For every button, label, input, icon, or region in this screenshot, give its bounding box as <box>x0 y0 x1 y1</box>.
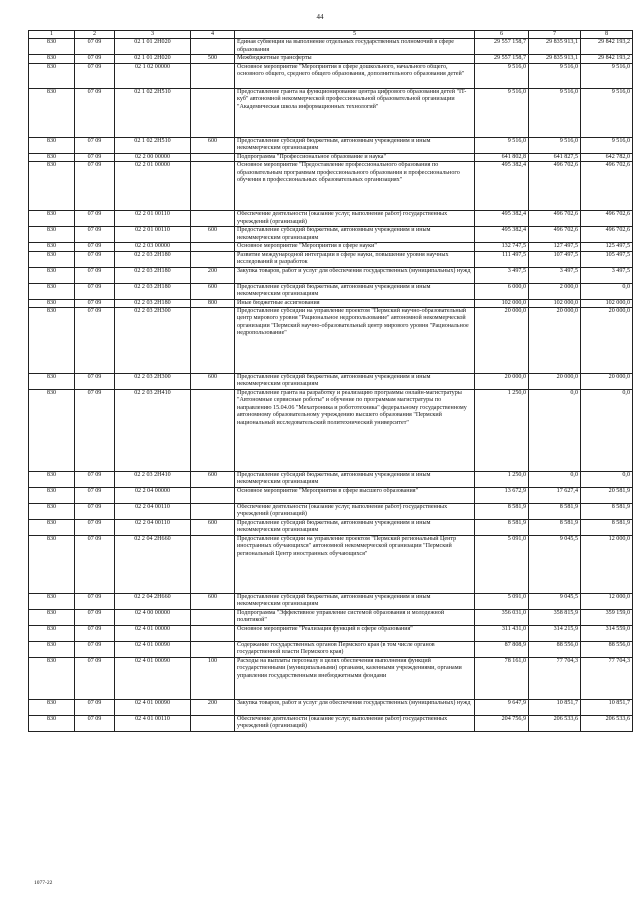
cell-section: 07 09 <box>75 39 115 55</box>
cell-amount-year-1: 3 497,5 <box>475 267 529 283</box>
cell-expense-type <box>191 251 235 267</box>
table-row <box>29 626 633 642</box>
cell-amount-year-3: 314 559,0 <box>581 626 633 642</box>
cell-amount-year-1: 641 802,8 <box>475 153 529 161</box>
cell-amount-year-3: 9 516,0 <box>581 88 633 137</box>
cell-amount-year-1: 1 250,0 <box>475 390 529 472</box>
cell-target-article: 02 2 03 2Н180 <box>115 251 191 267</box>
cell-amount-year-2: 206 533,6 <box>529 716 581 732</box>
cell-amount-year-1: 5 091,0 <box>475 536 529 594</box>
table-row <box>29 308 633 374</box>
cell-section: 07 09 <box>75 55 115 63</box>
cell-expense-type <box>191 308 235 374</box>
cell-section: 07 09 <box>75 243 115 251</box>
cell-target-article: 02 2 03 2Н410 <box>115 472 191 488</box>
table-row <box>29 472 633 488</box>
cell-description: Предоставление гранта на функционирование центра цифрового образования детей "IT-куб" автономной некоммерческой профессиональной образовательной организации "Академическая школа информационных технологий" <box>235 88 475 137</box>
cell-target-article: 02 2 01 00110 <box>115 211 191 227</box>
column-header: 4 <box>191 31 235 39</box>
cell-target-article: 02 2 03 00000 <box>115 243 191 251</box>
cell-amount-year-2: 20 000,0 <box>529 308 581 374</box>
cell-amount-year-3: 496 702,6 <box>581 162 633 211</box>
cell-amount-year-2: 9 045,5 <box>529 536 581 594</box>
cell-expense-type: 600 <box>191 137 235 153</box>
cell-amount-year-2: 107 497,5 <box>529 251 581 267</box>
cell-amount-year-3: 12 000,0 <box>581 594 633 610</box>
cell-code: 830 <box>29 700 75 716</box>
cell-amount-year-2: 20 000,0 <box>529 374 581 390</box>
cell-target-article: 02 2 01 00110 <box>115 227 191 243</box>
cell-section: 07 09 <box>75 610 115 626</box>
cell-amount-year-1: 204 756,9 <box>475 716 529 732</box>
cell-description: Иные бюджетные ассигнования <box>235 299 475 307</box>
cell-description: Закупка товаров, работ и услуг для обеспечения государственных (муниципальных) нужд <box>235 267 475 283</box>
cell-section: 07 09 <box>75 211 115 227</box>
cell-amount-year-1: 311 431,0 <box>475 626 529 642</box>
page-number: 44 <box>316 13 324 21</box>
cell-amount-year-2: 496 702,6 <box>529 211 581 227</box>
cell-amount-year-2: 9 516,0 <box>529 137 581 153</box>
cell-amount-year-3: 9 516,0 <box>581 63 633 88</box>
cell-code: 830 <box>29 63 75 88</box>
cell-code: 830 <box>29 39 75 55</box>
cell-amount-year-3: 496 702,6 <box>581 227 633 243</box>
cell-target-article: 02 4 01 00110 <box>115 716 191 732</box>
table-body <box>29 39 633 732</box>
cell-amount-year-3: 8 581,9 <box>581 504 633 520</box>
cell-code: 830 <box>29 472 75 488</box>
cell-amount-year-1: 9 516,0 <box>475 63 529 88</box>
cell-amount-year-2: 29 835 913,1 <box>529 39 581 55</box>
cell-target-article: 02 2 01 00000 <box>115 162 191 211</box>
cell-code: 830 <box>29 227 75 243</box>
cell-amount-year-1: 6 000,0 <box>475 283 529 299</box>
cell-amount-year-2: 102 000,0 <box>529 299 581 307</box>
cell-amount-year-3: 77 704,3 <box>581 658 633 700</box>
cell-target-article: 02 4 01 00000 <box>115 626 191 642</box>
cell-amount-year-3: 206 533,6 <box>581 716 633 732</box>
cell-code: 830 <box>29 153 75 161</box>
cell-amount-year-3: 359 159,0 <box>581 610 633 626</box>
cell-target-article: 02 2 03 2Н180 <box>115 283 191 299</box>
column-header: 2 <box>75 31 115 39</box>
cell-section: 07 09 <box>75 374 115 390</box>
table-row <box>29 283 633 299</box>
budget-table <box>28 30 633 732</box>
cell-description: Основное мероприятие "Мероприятия в сфере науки" <box>235 243 475 251</box>
cell-amount-year-3: 125 497,5 <box>581 243 633 251</box>
cell-section: 07 09 <box>75 642 115 658</box>
cell-amount-year-1: 20 000,0 <box>475 308 529 374</box>
cell-section: 07 09 <box>75 390 115 472</box>
cell-section: 07 09 <box>75 658 115 700</box>
cell-amount-year-3: 496 702,6 <box>581 211 633 227</box>
table-row <box>29 610 633 626</box>
cell-code: 830 <box>29 283 75 299</box>
cell-expense-type <box>191 211 235 227</box>
cell-target-article: 02 2 04 2Н660 <box>115 594 191 610</box>
cell-description: Основное мероприятие "Реализация функций в сфере образования" <box>235 626 475 642</box>
cell-description: Закупка товаров, работ и услуг для обеспечения государственных (муниципальных) нужд <box>235 700 475 716</box>
cell-target-article: 02 1 01 2Н020 <box>115 55 191 63</box>
cell-section: 07 09 <box>75 488 115 504</box>
cell-target-article: 02 2 03 2Н300 <box>115 374 191 390</box>
cell-description: Предоставление субсидий бюджетным, автономным учреждениям и иным некоммерческим организациям <box>235 137 475 153</box>
cell-section: 07 09 <box>75 267 115 283</box>
cell-amount-year-2: 9 045,5 <box>529 594 581 610</box>
cell-expense-type <box>191 504 235 520</box>
cell-amount-year-1: 111 497,5 <box>475 251 529 267</box>
cell-section: 07 09 <box>75 162 115 211</box>
cell-expense-type: 600 <box>191 472 235 488</box>
column-header: 8 <box>581 31 633 39</box>
cell-target-article: 02 2 03 2Н180 <box>115 299 191 307</box>
table-row <box>29 504 633 520</box>
cell-amount-year-3: 20 000,0 <box>581 374 633 390</box>
cell-amount-year-1: 29 557 158,7 <box>475 39 529 55</box>
cell-amount-year-2: 17 627,4 <box>529 488 581 504</box>
cell-target-article: 02 2 03 2Н300 <box>115 308 191 374</box>
cell-expense-type <box>191 536 235 594</box>
cell-section: 07 09 <box>75 626 115 642</box>
table-row <box>29 63 633 88</box>
cell-section: 07 09 <box>75 251 115 267</box>
table-row <box>29 162 633 211</box>
cell-amount-year-2: 3 497,5 <box>529 267 581 283</box>
cell-amount-year-2: 2 000,0 <box>529 283 581 299</box>
table-row <box>29 55 633 63</box>
cell-expense-type: 800 <box>191 299 235 307</box>
cell-amount-year-2: 127 497,5 <box>529 243 581 251</box>
cell-section: 07 09 <box>75 472 115 488</box>
cell-expense-type: 100 <box>191 658 235 700</box>
cell-expense-type: 600 <box>191 283 235 299</box>
table-row <box>29 243 633 251</box>
cell-code: 830 <box>29 610 75 626</box>
cell-amount-year-3: 29 842 193,2 <box>581 39 633 55</box>
cell-amount-year-1: 495 382,4 <box>475 211 529 227</box>
cell-section: 07 09 <box>75 536 115 594</box>
cell-amount-year-1: 8 581,9 <box>475 520 529 536</box>
cell-amount-year-3: 29 842 193,2 <box>581 55 633 63</box>
cell-expense-type: 500 <box>191 55 235 63</box>
cell-amount-year-1: 1 250,0 <box>475 472 529 488</box>
table-row <box>29 267 633 283</box>
cell-amount-year-2: 0,0 <box>529 390 581 472</box>
cell-amount-year-3: 642 782,0 <box>581 153 633 161</box>
cell-description: Предоставление субсидий бюджетным, автономным учреждениям и иным некоммерческим организациям <box>235 594 475 610</box>
cell-code: 830 <box>29 299 75 307</box>
cell-description: Обеспечение деятельности (оказание услуг, выполнение работ) государственных учреждений (организаций) <box>235 504 475 520</box>
cell-target-article: 02 2 04 00110 <box>115 504 191 520</box>
cell-description: Предоставление субсидий бюджетным, автономным учреждениям и иным некоммерческим организациям <box>235 472 475 488</box>
table-row <box>29 594 633 610</box>
column-header: 6 <box>475 31 529 39</box>
cell-expense-type: 200 <box>191 267 235 283</box>
cell-expense-type <box>191 243 235 251</box>
cell-amount-year-1: 87 808,9 <box>475 642 529 658</box>
cell-expense-type <box>191 390 235 472</box>
cell-amount-year-2: 358 815,9 <box>529 610 581 626</box>
cell-amount-year-3: 9 516,0 <box>581 137 633 153</box>
cell-code: 830 <box>29 308 75 374</box>
cell-expense-type <box>191 488 235 504</box>
cell-expense-type <box>191 642 235 658</box>
cell-section: 07 09 <box>75 63 115 88</box>
cell-amount-year-1: 356 031,0 <box>475 610 529 626</box>
cell-code: 830 <box>29 267 75 283</box>
cell-amount-year-1: 13 672,9 <box>475 488 529 504</box>
table-row <box>29 39 633 55</box>
cell-amount-year-2: 29 835 913,1 <box>529 55 581 63</box>
cell-code: 830 <box>29 211 75 227</box>
table-row <box>29 137 633 153</box>
cell-amount-year-1: 78 161,0 <box>475 658 529 700</box>
cell-description: Обеспечение деятельности (оказание услуг, выполнение работ) государственных учреждений (организаций) <box>235 211 475 227</box>
cell-amount-year-1: 29 557 158,7 <box>475 55 529 63</box>
cell-description: Основное мероприятие "Предоставление профессионального образования по образовательным программам профессионального образования и профессионального обучения в профессиональных образовательных организациях" <box>235 162 475 211</box>
cell-amount-year-1: 9 516,0 <box>475 137 529 153</box>
cell-expense-type <box>191 626 235 642</box>
cell-code: 830 <box>29 626 75 642</box>
cell-amount-year-1: 9 516,0 <box>475 88 529 137</box>
cell-target-article: 02 4 01 00090 <box>115 658 191 700</box>
cell-description: Подпрограмма "Эффективное управление системой образования и молодежной политикой" <box>235 610 475 626</box>
cell-target-article: 02 1 02 2Н510 <box>115 137 191 153</box>
cell-target-article: 02 1 02 2Н510 <box>115 88 191 137</box>
cell-amount-year-3: 20 581,9 <box>581 488 633 504</box>
cell-description: Предоставление субсидий бюджетным, автономным учреждениям и иным некоммерческим организациям <box>235 283 475 299</box>
cell-description: Развитие международной интеграции в сфере науки, повышение уровня научных исследований и разработок <box>235 251 475 267</box>
cell-description: Предоставление гранта на разработку и реализацию программы онлайн-магистратуры "Автономные сервисные роботы" и обучение по программам магистратуры по направлению 15.04.06 "Мехатроника и робототехника" федеральному государственному автономному образовательному учреждению высшего образования "Пермский национальный исследовательский политехнический университет" <box>235 390 475 472</box>
cell-description: Содержание государственных органов Пермского края (в том числе органов государственной власти Пермского края) <box>235 642 475 658</box>
cell-target-article: 02 2 03 2Н180 <box>115 267 191 283</box>
cell-description: Предоставление субсидии на управление проектом "Пермский научно-образовательный центр мирового уровня "Рациональное недропользование" автономной некоммерческой организации "Пермский научно-образовательный центр мирового уровня "Рациональное недропользование" <box>235 308 475 374</box>
cell-amount-year-3: 20 000,0 <box>581 308 633 374</box>
cell-amount-year-1: 495 382,4 <box>475 227 529 243</box>
cell-section: 07 09 <box>75 520 115 536</box>
cell-expense-type <box>191 63 235 88</box>
cell-expense-type: 600 <box>191 594 235 610</box>
cell-section: 07 09 <box>75 716 115 732</box>
cell-target-article: 02 1 02 00000 <box>115 63 191 88</box>
cell-expense-type: 600 <box>191 227 235 243</box>
table-row <box>29 488 633 504</box>
cell-expense-type: 200 <box>191 700 235 716</box>
table-row <box>29 700 633 716</box>
column-header: 7 <box>529 31 581 39</box>
cell-description: Расходы на выплаты персоналу в целях обеспечения выполнения функций государственными (муниципальными) органами, казенными учреждениями, органами управления государственными внебюджетными фондами <box>235 658 475 700</box>
table-row <box>29 299 633 307</box>
cell-target-article: 02 1 01 2Н020 <box>115 39 191 55</box>
cell-section: 07 09 <box>75 504 115 520</box>
cell-target-article: 02 2 03 2Н410 <box>115 390 191 472</box>
cell-amount-year-1: 5 091,0 <box>475 594 529 610</box>
cell-description: Предоставление субсидии на управление проектом "Пермский региональный Центр иностранных обучающихся" автономной некоммерческой организации "Пермский региональный Центр иностранных обучающихся" <box>235 536 475 594</box>
cell-section: 07 09 <box>75 227 115 243</box>
cell-section: 07 09 <box>75 700 115 716</box>
cell-description: Основное мероприятие "Мероприятия в сфере высшего образования" <box>235 488 475 504</box>
cell-code: 830 <box>29 536 75 594</box>
table-row <box>29 251 633 267</box>
cell-target-article: 02 4 00 00000 <box>115 610 191 626</box>
cell-code: 830 <box>29 390 75 472</box>
cell-code: 830 <box>29 251 75 267</box>
cell-amount-year-1: 132 747,5 <box>475 243 529 251</box>
cell-expense-type <box>191 162 235 211</box>
cell-section: 07 09 <box>75 88 115 137</box>
cell-amount-year-2: 88 556,0 <box>529 642 581 658</box>
cell-amount-year-3: 0,0 <box>581 283 633 299</box>
cell-section: 07 09 <box>75 137 115 153</box>
cell-code: 830 <box>29 137 75 153</box>
cell-amount-year-1: 9 647,9 <box>475 700 529 716</box>
cell-code: 830 <box>29 658 75 700</box>
cell-code: 830 <box>29 504 75 520</box>
cell-amount-year-2: 77 704,3 <box>529 658 581 700</box>
cell-amount-year-2: 8 581,9 <box>529 504 581 520</box>
cell-expense-type <box>191 716 235 732</box>
footer-code: 1077-22 <box>34 880 53 886</box>
cell-code: 830 <box>29 594 75 610</box>
cell-amount-year-2: 641 827,5 <box>529 153 581 161</box>
cell-amount-year-3: 8 581,9 <box>581 520 633 536</box>
cell-section: 07 09 <box>75 308 115 374</box>
cell-code: 830 <box>29 374 75 390</box>
cell-description: Основное мероприятие "Мероприятия в сфере дошкольного, начального общего, основного общего, среднего общего образования, дополнительного образования детей" <box>235 63 475 88</box>
cell-target-article: 02 4 01 00090 <box>115 700 191 716</box>
cell-section: 07 09 <box>75 283 115 299</box>
cell-amount-year-2: 0,0 <box>529 472 581 488</box>
cell-code: 830 <box>29 55 75 63</box>
cell-expense-type <box>191 610 235 626</box>
table-row <box>29 153 633 161</box>
cell-target-article: 02 2 04 2Н660 <box>115 536 191 594</box>
cell-amount-year-2: 314 215,9 <box>529 626 581 642</box>
cell-amount-year-3: 12 000,0 <box>581 536 633 594</box>
table-row <box>29 390 633 472</box>
cell-code: 830 <box>29 520 75 536</box>
cell-expense-type <box>191 153 235 161</box>
table-row <box>29 658 633 700</box>
cell-expense-type: 600 <box>191 374 235 390</box>
cell-description: Обеспечение деятельности (оказание услуг, выполнение работ) государственных учреждений (организаций) <box>235 716 475 732</box>
cell-amount-year-2: 9 516,0 <box>529 63 581 88</box>
column-header: 3 <box>115 31 191 39</box>
cell-amount-year-3: 102 000,0 <box>581 299 633 307</box>
cell-target-article: 02 2 00 00000 <box>115 153 191 161</box>
cell-code: 830 <box>29 642 75 658</box>
cell-code: 830 <box>29 243 75 251</box>
cell-amount-year-1: 20 000,0 <box>475 374 529 390</box>
column-header: 1 <box>29 31 75 39</box>
cell-amount-year-3: 10 851,7 <box>581 700 633 716</box>
cell-expense-type: 600 <box>191 520 235 536</box>
cell-target-article: 02 4 01 00090 <box>115 642 191 658</box>
cell-description: Подпрограмма "Профессиональное образование и наука" <box>235 153 475 161</box>
cell-amount-year-3: 88 556,0 <box>581 642 633 658</box>
table-row <box>29 642 633 658</box>
cell-amount-year-2: 10 851,7 <box>529 700 581 716</box>
table-row <box>29 227 633 243</box>
cell-amount-year-2: 9 516,0 <box>529 88 581 137</box>
table-row <box>29 374 633 390</box>
header-row <box>29 31 633 39</box>
cell-expense-type <box>191 88 235 137</box>
cell-description: Межбюджетные трансферты <box>235 55 475 63</box>
cell-amount-year-2: 496 702,6 <box>529 162 581 211</box>
cell-description: Предоставление субсидий бюджетным, автономным учреждениям и иным некоммерческим организациям <box>235 374 475 390</box>
cell-amount-year-2: 8 581,9 <box>529 520 581 536</box>
table-row <box>29 211 633 227</box>
cell-amount-year-3: 0,0 <box>581 390 633 472</box>
cell-amount-year-1: 8 581,9 <box>475 504 529 520</box>
cell-amount-year-1: 495 382,4 <box>475 162 529 211</box>
cell-code: 830 <box>29 488 75 504</box>
table-row <box>29 536 633 594</box>
table-row <box>29 716 633 732</box>
cell-description: Предоставление субсидий бюджетным, автономным учреждениям и иным некоммерческим организациям <box>235 227 475 243</box>
cell-amount-year-1: 102 000,0 <box>475 299 529 307</box>
cell-amount-year-3: 0,0 <box>581 472 633 488</box>
cell-amount-year-2: 496 702,6 <box>529 227 581 243</box>
table-row <box>29 520 633 536</box>
column-header: 5 <box>235 31 475 39</box>
cell-amount-year-3: 3 497,5 <box>581 267 633 283</box>
cell-section: 07 09 <box>75 153 115 161</box>
cell-description: Предоставление субсидий бюджетным, автономным учреждениям и иным некоммерческим организациям <box>235 520 475 536</box>
cell-code: 830 <box>29 716 75 732</box>
cell-code: 830 <box>29 162 75 211</box>
cell-code: 830 <box>29 88 75 137</box>
cell-description: Единая субвенция на выполнение отдельных государственных полномочий в сфере образования <box>235 39 475 55</box>
cell-target-article: 02 2 04 00110 <box>115 520 191 536</box>
cell-expense-type <box>191 39 235 55</box>
table-row <box>29 88 633 137</box>
cell-amount-year-3: 105 497,5 <box>581 251 633 267</box>
cell-section: 07 09 <box>75 299 115 307</box>
cell-section: 07 09 <box>75 594 115 610</box>
cell-target-article: 02 2 04 00000 <box>115 488 191 504</box>
